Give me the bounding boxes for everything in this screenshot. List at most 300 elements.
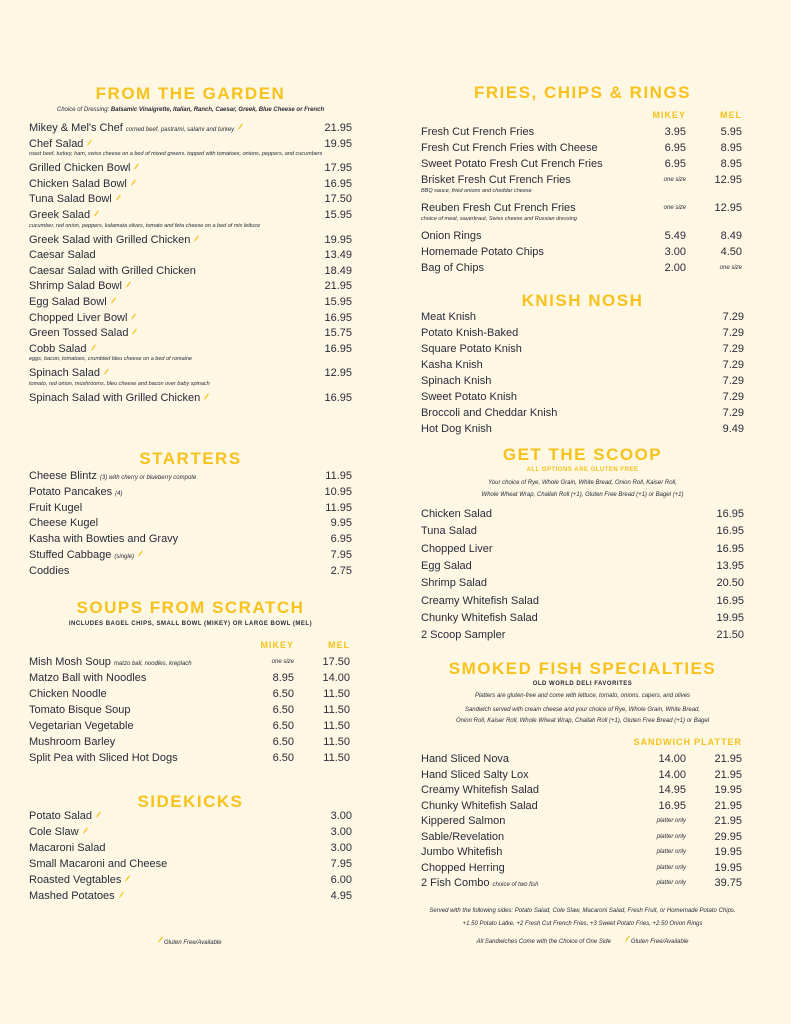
item-name-text: Hand Sliced Nova xyxy=(421,753,510,765)
item-detail: (3) with cherry or blueberry compote xyxy=(99,475,197,481)
legend-text: Gluten Free/Available xyxy=(164,940,222,946)
item-name xyxy=(421,831,504,843)
item-price-mel: 12.95 xyxy=(714,174,742,186)
section-title: FRIES, CHIPS & RINGS xyxy=(473,83,692,102)
menu-item xyxy=(29,162,352,176)
item-name xyxy=(421,612,538,624)
item-price: 7.95 xyxy=(330,858,352,870)
menu-item xyxy=(29,672,352,686)
item-name xyxy=(421,174,571,186)
item-name xyxy=(29,502,82,514)
item-price-platter: 21.95 xyxy=(714,815,742,827)
item-name xyxy=(421,862,505,874)
item-name xyxy=(29,234,200,246)
item-price-sandwich: 14.00 xyxy=(658,768,686,781)
item-detail: matzo ball, noodles, kreplach xyxy=(113,661,192,667)
item-name-text: Tuna Salad xyxy=(421,525,477,538)
item-price: 15.75 xyxy=(324,327,352,340)
item-name-text: Broccoli and Cheddar Knish xyxy=(421,407,558,419)
legend-text: Gluten Free/Available xyxy=(630,939,689,945)
dressing-prefix: Choice of Dressing: xyxy=(56,107,111,113)
sides-upcharge-note: +1.50 Potato Latke, +2 Fresh Cut French Fries, +3 Sweet Potato Fries, +2.50 Onion Rings xyxy=(462,921,703,927)
item-price-mikey: one size xyxy=(663,177,686,183)
menu-item xyxy=(421,846,744,860)
item-name-text: Potato Pancakes xyxy=(29,485,113,498)
item-name-text: Mushroom Barley xyxy=(29,736,116,748)
item-name-text: Small Macaroni and Cheese xyxy=(29,858,168,870)
wheat-icon xyxy=(203,393,210,400)
item-name xyxy=(421,877,539,889)
item-name xyxy=(421,262,484,274)
menu-item xyxy=(29,343,352,357)
item-description: eggs, bacon, tomatoes, crumbled bleu cheese on a bed of romaine xyxy=(29,356,192,363)
item-name-text: Hand Sliced Salty Lox xyxy=(421,768,529,781)
menu-item xyxy=(29,826,352,840)
item-name xyxy=(421,595,539,607)
item-price: 11.95 xyxy=(325,501,352,514)
item-price-mel: one size xyxy=(719,265,742,271)
item-name-text: Greek Salad xyxy=(29,209,91,221)
menu-item xyxy=(421,543,744,557)
wheat-icon xyxy=(93,210,100,217)
menu-item xyxy=(29,470,352,484)
item-name-text: Spinach Salad with Grilled Chicken xyxy=(29,392,201,404)
column-header-mikey: MIKEY xyxy=(260,640,294,650)
item-price-sandwich: 14.95 xyxy=(658,784,686,796)
menu-item xyxy=(421,800,744,814)
menu-item xyxy=(421,629,744,643)
item-price-mel: 11.50 xyxy=(323,736,350,748)
item-price-platter: 19.95 xyxy=(714,861,742,874)
menu-item xyxy=(421,391,744,405)
item-price-mikey: 5.49 xyxy=(664,230,686,242)
item-name xyxy=(421,246,544,258)
item-name xyxy=(29,842,105,854)
column-header-mel: MEL xyxy=(328,640,350,650)
item-name xyxy=(29,367,110,379)
item-price: 7.29 xyxy=(722,391,744,403)
menu-item xyxy=(421,174,744,188)
item-detail: (single) xyxy=(114,554,135,560)
item-name-text: Macaroni Salad xyxy=(29,842,106,854)
item-name xyxy=(29,296,117,308)
item-price: 16.95 xyxy=(324,392,352,404)
item-name-text: Sweet Potato Fresh Cut French Fries xyxy=(421,158,603,170)
item-price-sandwich: platter only xyxy=(656,864,686,871)
item-price: 9.49 xyxy=(722,423,744,435)
section-title: GET THE SCOOP xyxy=(502,445,663,464)
item-price-platter: 19.95 xyxy=(714,846,742,858)
menu-item xyxy=(421,230,744,244)
column-header-sandwich: SANDWICH xyxy=(633,737,691,747)
item-price: 19.95 xyxy=(324,233,352,246)
item-price-mikey: 2.00 xyxy=(664,262,686,274)
menu-item xyxy=(29,486,352,500)
item-price-platter: 19.95 xyxy=(714,784,742,796)
menu-item xyxy=(29,704,352,718)
item-name-text: Bag of Chips xyxy=(421,262,484,274)
item-name-text: Spinach Knish xyxy=(421,375,492,387)
item-description: roast beef, turkey, ham, swiss cheese on a bed of mixed greens. topped with tomatoes, onions, peppers, and cucumbers xyxy=(29,151,323,158)
item-name-text: 2 Scoop Sampler xyxy=(421,629,506,642)
item-name xyxy=(29,392,210,404)
item-name-text: Chopped Liver xyxy=(421,542,493,555)
item-name xyxy=(29,549,144,561)
item-name xyxy=(29,249,96,261)
menu-item xyxy=(421,343,744,357)
item-name xyxy=(421,158,603,170)
item-name xyxy=(421,560,472,572)
item-name-text: Jumbo Whitefish xyxy=(421,846,503,858)
menu-item xyxy=(29,656,352,670)
item-price-platter: 39.75 xyxy=(714,877,742,889)
item-name xyxy=(421,311,476,323)
section-subtitle: ALL OPTIONS ARE GLUTEN FREE xyxy=(526,467,639,473)
item-name xyxy=(29,656,192,668)
section-note: Onion Roll, Kaiser Roll, Whole Wheat Wrap, Challah Roll (+1), Gluten Free Bread (+1) or Bagel xyxy=(455,718,710,724)
item-name xyxy=(421,202,576,214)
menu-item xyxy=(421,877,744,891)
item-name xyxy=(29,810,102,822)
item-price: 9.95 xyxy=(330,517,352,530)
wheat-icon xyxy=(624,935,631,942)
item-price-mikey: 6.50 xyxy=(272,736,294,748)
item-name-text: Roasted Vegtables xyxy=(29,874,122,886)
item-name xyxy=(29,122,244,134)
item-name xyxy=(29,138,93,150)
item-name-text: Shrimp Salad xyxy=(421,577,488,590)
menu-item xyxy=(421,525,744,539)
item-name xyxy=(29,209,100,221)
item-name xyxy=(421,508,492,520)
item-name xyxy=(421,784,539,796)
item-name xyxy=(29,327,138,339)
section-title: KNISH NOSH xyxy=(521,291,644,310)
menu-item xyxy=(29,752,352,766)
item-name xyxy=(421,142,598,154)
item-price: 7.29 xyxy=(722,359,744,371)
item-name-text: Kasha Knish xyxy=(421,359,483,371)
menu-item xyxy=(29,517,352,531)
menu-item xyxy=(29,502,352,516)
item-name xyxy=(421,800,538,812)
item-name xyxy=(29,826,89,838)
menu-item xyxy=(421,769,744,783)
menu-item xyxy=(29,280,352,294)
menu-item xyxy=(421,407,744,421)
item-name xyxy=(421,629,505,641)
section-note: Your choice of Rye, Whole Grain, White Bread, Onion Roll, Kaiser Roll, xyxy=(488,480,677,486)
sides-note: Served with the following sides: Potato Salad, Cole Slaw, Macaroni Salad, Fresh Fruit, or Homemade Potato Chips. xyxy=(429,908,736,914)
item-name xyxy=(421,407,557,419)
menu-item xyxy=(421,595,744,609)
item-price: 7.95 xyxy=(330,549,352,561)
item-name xyxy=(29,565,69,577)
menu-item xyxy=(421,246,744,260)
item-name-text: Square Potato Knish xyxy=(421,343,522,355)
menu-item xyxy=(29,890,352,904)
item-name-text: Chopped Liver Bowl xyxy=(29,311,128,324)
menu-item xyxy=(29,265,352,279)
item-price-mel: 14.00 xyxy=(322,672,350,684)
item-price-platter: 21.95 xyxy=(714,768,742,781)
item-name-text: Sweet Potato Knish xyxy=(421,391,518,403)
item-price-mel: 8.95 xyxy=(720,142,742,154)
item-name xyxy=(421,815,505,827)
item-price-mikey: 3.95 xyxy=(664,126,686,138)
item-name xyxy=(29,688,107,700)
menu-item xyxy=(29,858,352,872)
item-name-text: Egg Salad Bowl xyxy=(29,296,107,308)
item-name-text: Fresh Cut French Fries with Cheese xyxy=(421,142,598,154)
menu-item xyxy=(29,138,352,152)
item-price: 19.95 xyxy=(716,611,744,624)
wheat-icon xyxy=(95,811,102,818)
item-price: 6.95 xyxy=(330,533,352,546)
item-name-text: Cobb Salad xyxy=(29,342,87,355)
item-price-sandwich: platter only xyxy=(656,833,686,840)
item-name-text: Tuna Salad Bowl xyxy=(29,193,112,206)
item-price-mel: 11.50 xyxy=(323,704,350,716)
item-price: 10.95 xyxy=(324,485,352,498)
menu-item xyxy=(421,423,744,437)
item-name-text: Coddies xyxy=(29,564,70,577)
item-name xyxy=(29,672,146,684)
item-name xyxy=(29,517,98,529)
item-description: BBQ sauce, fried onions and cheddar cheese xyxy=(421,188,532,194)
section-note: Whole Wheat Wrap, Challah Roll (+1), Gluten Free Bread (+1) or Bagel (+1) xyxy=(481,492,684,498)
menu-item xyxy=(29,234,352,248)
dressing-options: Balsamic Vinaigrette, Italian, Ranch, Caesar, Greek, Blue Cheese or French xyxy=(110,107,325,113)
item-price-sandwich: 14.00 xyxy=(658,753,686,765)
item-name-text: Chicken Salad Bowl xyxy=(29,177,127,190)
menu-item xyxy=(29,367,352,381)
item-price: 15.95 xyxy=(324,296,352,308)
item-name xyxy=(29,193,122,205)
wheat-icon xyxy=(115,194,122,201)
wheat-icon xyxy=(131,328,138,335)
item-name-text: Reuben Fresh Cut French Fries xyxy=(421,202,576,214)
item-name xyxy=(29,720,134,732)
item-name-text: Potato Salad xyxy=(29,810,92,822)
item-name-text: Chopped Herring xyxy=(421,861,505,874)
item-price: 18.49 xyxy=(324,264,352,277)
item-price: 19.95 xyxy=(324,137,352,150)
menu-item xyxy=(29,312,352,326)
wheat-icon xyxy=(137,550,144,557)
item-name-text: Tomato Bisque Soup xyxy=(29,704,131,716)
item-name-text: Hot Dog Knish xyxy=(421,423,492,435)
menu-item xyxy=(29,810,352,824)
item-name-text: Homemade Potato Chips xyxy=(421,246,544,258)
item-name xyxy=(29,280,132,292)
item-detail: choice of two fish xyxy=(492,882,539,888)
item-price: 21.95 xyxy=(324,280,352,293)
menu-item xyxy=(29,249,352,263)
item-name xyxy=(421,769,529,781)
column-header-mel: MEL xyxy=(720,110,742,120)
menu-item xyxy=(29,688,352,702)
wheat-icon xyxy=(130,179,137,186)
item-price-mel: 8.95 xyxy=(720,158,742,170)
item-price-mikey: 3.00 xyxy=(664,246,686,258)
item-price: 7.29 xyxy=(722,327,744,339)
item-name xyxy=(421,126,534,138)
item-price-mel: 11.50 xyxy=(323,688,350,700)
item-price: 12.95 xyxy=(324,367,352,380)
item-price-mel: 4.50 xyxy=(720,246,742,258)
item-name-text: Cheese Kugel xyxy=(29,517,99,530)
item-price: 6.00 xyxy=(330,874,352,886)
menu-item xyxy=(421,311,744,325)
item-name-text: Kippered Salmon xyxy=(421,815,506,827)
menu-item xyxy=(421,158,744,172)
item-price-mel: 5.95 xyxy=(720,126,742,138)
wheat-icon xyxy=(125,281,132,288)
section-title: STARTERS xyxy=(139,449,242,468)
item-price: 3.00 xyxy=(330,826,352,838)
item-name-text: Creamy Whitefish Salad xyxy=(421,594,539,607)
item-name xyxy=(29,533,178,545)
wheat-icon xyxy=(118,891,125,898)
item-name xyxy=(421,359,483,371)
item-price: 2.75 xyxy=(330,564,352,577)
item-price: 16.95 xyxy=(716,542,744,555)
wheat-icon xyxy=(237,123,244,130)
item-price: 17.95 xyxy=(324,162,352,175)
item-name-text: Kasha with Bowties and Gravy xyxy=(29,533,179,546)
item-price: 16.95 xyxy=(716,508,744,520)
menu-item xyxy=(29,565,352,579)
wheat-icon xyxy=(130,313,137,320)
item-price: 11.95 xyxy=(325,470,352,482)
wheat-icon xyxy=(157,936,164,943)
item-price-mikey: 6.50 xyxy=(272,704,294,716)
menu-item xyxy=(421,375,744,389)
wheat-icon xyxy=(133,163,140,170)
item-name xyxy=(421,391,517,403)
menu-item xyxy=(421,560,744,574)
menu-item xyxy=(421,753,744,767)
section-note: Sandwich served with cream cheese and your choice of Rye, Whole Grain, White Bread, xyxy=(464,707,701,713)
item-name-text: Green Tossed Salad xyxy=(29,327,129,340)
item-name-text: Split Pea with Sliced Hot Dogs xyxy=(29,752,178,764)
item-detail: corned beef, pastrami, salami and turkey xyxy=(125,127,235,133)
item-description: cucumber, red onion, peppers, kalamata olives, tomato and feta cheese on a bed of mix lettuce xyxy=(29,222,261,229)
item-price-platter: 21.95 xyxy=(714,753,742,765)
item-name xyxy=(29,162,140,174)
wheat-icon xyxy=(86,139,93,146)
item-price: 7.29 xyxy=(722,343,744,355)
item-price-mikey: 6.95 xyxy=(664,142,686,154)
menu-item xyxy=(29,392,352,406)
item-name-text: Sable/Revelation xyxy=(421,830,505,843)
item-name-text: Greek Salad with Grilled Chicken xyxy=(29,233,191,246)
menu-item xyxy=(421,359,744,373)
section-title: SIDEKICKS xyxy=(137,792,244,811)
item-name xyxy=(29,486,123,498)
item-name xyxy=(29,343,97,355)
menu-item xyxy=(421,327,744,341)
item-price-mikey: 8.95 xyxy=(272,672,294,684)
item-name-text: Mish Mosh Soup xyxy=(29,656,111,668)
item-price-sandwich: platter only xyxy=(656,818,686,824)
item-price-mikey: 6.50 xyxy=(272,752,294,764)
item-price: 15.95 xyxy=(324,209,352,221)
item-name-text: Fruit Kugel xyxy=(29,501,83,514)
item-name-text: Potato Knish-Baked xyxy=(421,327,519,339)
item-name xyxy=(29,890,125,902)
item-price: 21.50 xyxy=(716,629,744,642)
gluten-free-legend xyxy=(154,937,222,946)
menu-item xyxy=(29,327,352,341)
menu-item xyxy=(29,178,352,192)
item-name xyxy=(421,343,522,355)
item-name xyxy=(29,312,137,324)
section-title: FROM THE GARDEN xyxy=(95,84,286,103)
menu-item xyxy=(421,577,744,591)
item-description: choice of meat, sauerkraut, Swiss cheese and Russian dressing xyxy=(421,216,577,222)
item-price-mel: 12.95 xyxy=(714,202,742,214)
column-header-mikey: MIKEY xyxy=(652,110,686,120)
item-name xyxy=(421,753,509,765)
menu-item xyxy=(29,720,352,734)
menu-item xyxy=(29,533,352,547)
item-name-text: Grilled Chicken Bowl xyxy=(29,162,131,175)
menu-item xyxy=(421,862,744,876)
item-name xyxy=(421,543,493,555)
item-name-text: Brisket Fresh Cut French Fries xyxy=(421,174,571,186)
menu-item xyxy=(421,142,744,156)
menu-item xyxy=(421,262,744,276)
menu-item xyxy=(29,549,352,563)
menu-item xyxy=(29,122,352,136)
item-name-text: Cheese Blintz xyxy=(29,470,97,482)
menu-item xyxy=(421,126,744,140)
item-name-text: Chicken Salad xyxy=(421,508,492,520)
item-name-text: Cole Slaw xyxy=(29,826,79,838)
item-name-text: Chunky Whitefish Salad xyxy=(421,799,538,812)
menu-item xyxy=(29,193,352,207)
item-price: 16.95 xyxy=(716,525,744,538)
dressing-note xyxy=(29,106,352,115)
item-name xyxy=(421,577,487,589)
item-name-text: Mashed Potatoes xyxy=(29,890,115,902)
item-name-text: Vegetarian Vegetable xyxy=(29,720,134,732)
item-price-mel: 11.50 xyxy=(323,720,350,732)
item-name xyxy=(29,858,167,870)
item-name-text: Chef Salad xyxy=(29,137,84,150)
item-name xyxy=(29,752,178,764)
item-price-platter: 21.95 xyxy=(714,799,742,812)
item-price-mikey: 6.95 xyxy=(664,158,686,170)
item-price-sandwich: 16.95 xyxy=(658,799,686,812)
column-header-platter: PLATTER xyxy=(694,737,742,747)
item-description: tomato, red onion, mushrooms, bleu cheese and bacon over baby spinach xyxy=(29,381,210,387)
item-price-platter: 29.95 xyxy=(714,830,742,843)
item-price: 16.95 xyxy=(324,177,352,190)
item-price-sandwich: platter only xyxy=(656,849,686,855)
item-price-mikey: 6.50 xyxy=(272,688,294,700)
menu-item xyxy=(29,296,352,310)
item-price: 4.95 xyxy=(330,890,352,902)
wheat-icon xyxy=(90,344,97,351)
item-name-text: Onion Rings xyxy=(421,230,482,242)
item-price: 7.29 xyxy=(722,407,744,419)
menu-item xyxy=(421,612,744,626)
item-name-text: 2 Fish Combo xyxy=(421,877,490,889)
item-price: 21.95 xyxy=(324,122,352,134)
